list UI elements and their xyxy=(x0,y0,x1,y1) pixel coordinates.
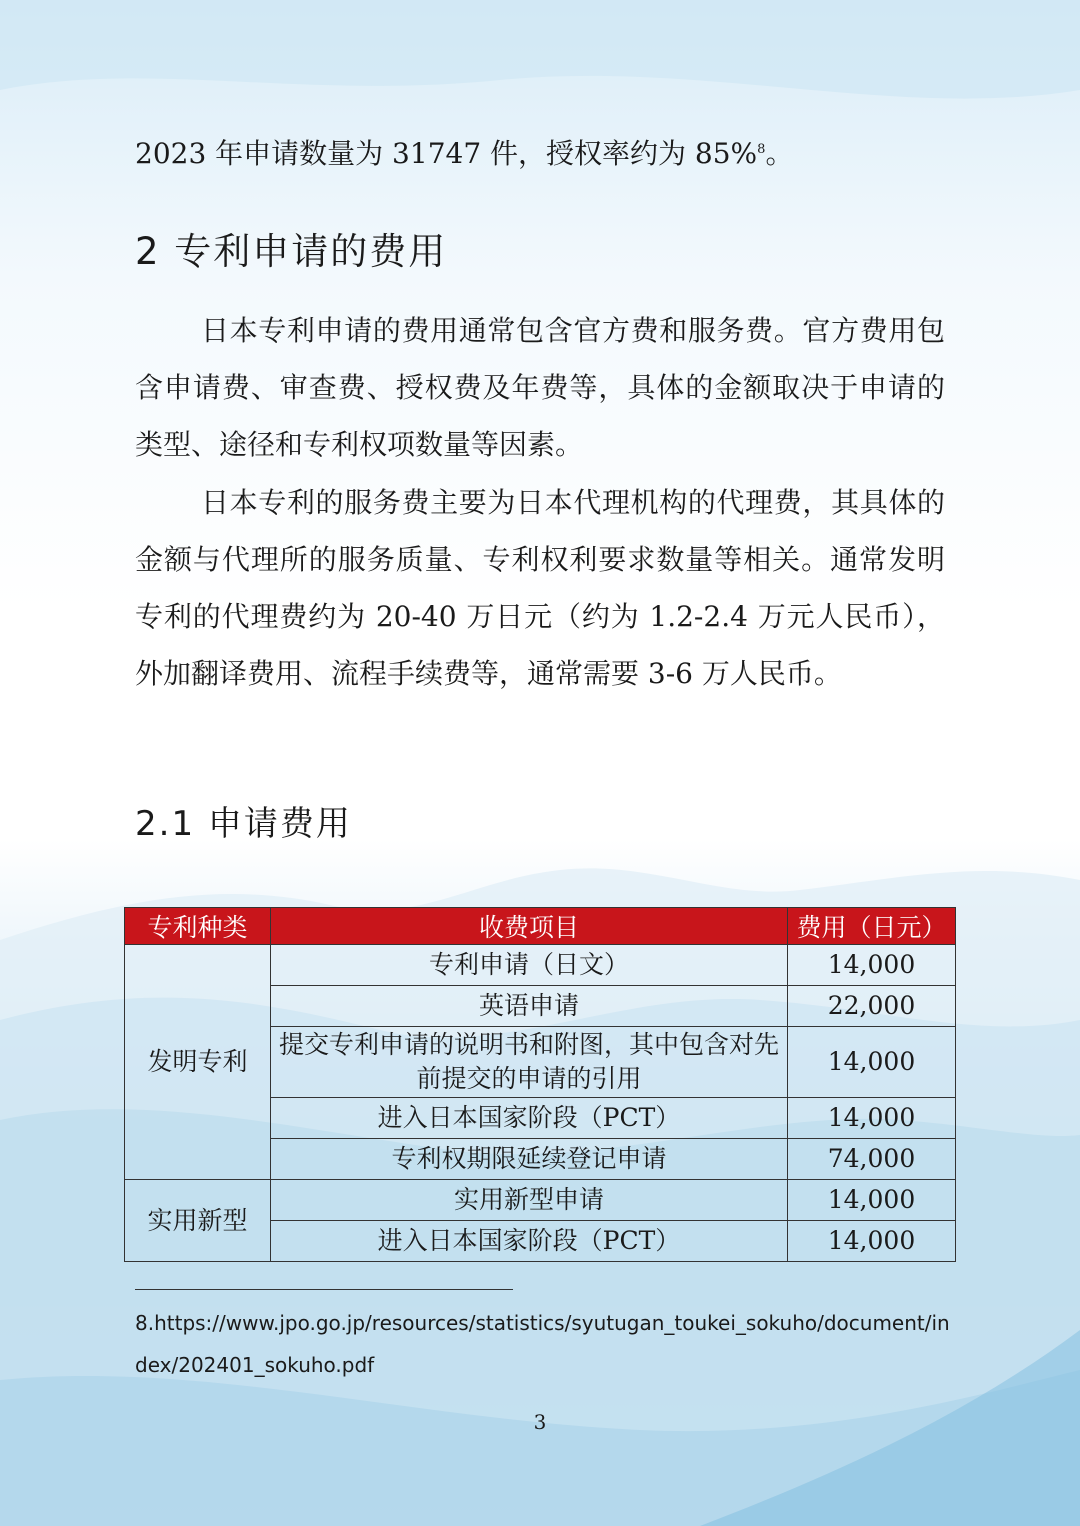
fee-amount-cell: 14,000 xyxy=(788,1221,956,1262)
fee-table xyxy=(124,907,956,1262)
fee-item-cell: 提交专利申请的说明书和附图，其中包含对先前提交的申请的引用 xyxy=(271,1027,788,1098)
fee-item-cell: 专利申请（日文） xyxy=(271,945,788,986)
section-heading: 2 专利申请的费用 xyxy=(135,230,448,273)
category-cell: 发明专利 xyxy=(125,945,271,1180)
fee-item-cell: 实用新型申请 xyxy=(271,1180,788,1221)
fee-item-cell: 进入日本国家阶段（PCT） xyxy=(271,1098,788,1139)
table-row xyxy=(125,945,956,986)
intro-end: 。 xyxy=(765,137,794,170)
fee-amount-cell: 74,000 xyxy=(788,1139,956,1180)
fee-item-cell: 专利权期限延续登记申请 xyxy=(271,1139,788,1180)
fee-amount-cell: 14,000 xyxy=(788,1098,956,1139)
intro-statistics-line xyxy=(135,132,793,176)
header-fee-amount: 费用（日元） xyxy=(788,908,956,945)
subsection-heading: 2.1 申请费用 xyxy=(135,804,352,844)
header-patent-type: 专利种类 xyxy=(125,908,271,945)
fee-amount-cell: 14,000 xyxy=(788,945,956,986)
table-header-row xyxy=(125,908,956,945)
footnote-url[interactable]: 8.https://www.jpo.go.jp/resources/statistics/syutugan_toukei_sokuho/document/index/202401_sokuho.pdf xyxy=(135,1311,950,1377)
footnote-reference[interactable]: 8 xyxy=(757,142,766,157)
category-cell: 实用新型 xyxy=(125,1180,271,1262)
fee-amount-cell: 22,000 xyxy=(788,986,956,1027)
page-number: 3 xyxy=(533,1410,547,1434)
paragraph-service-fees: 日本专利的服务费主要为日本代理机构的代理费，其具体的金额与代理所的服务质量、专利权利要求数量等相关。通常发明专利的代理费约为 20-40 万日元（约为 1.2-2.4 万元人民币），外加翻译费用、流程手续费等，通常需要 3-6 万人民币。 xyxy=(135,486,945,690)
table-row xyxy=(125,1180,956,1221)
fee-item-cell: 进入日本国家阶段（PCT） xyxy=(271,1221,788,1262)
footnote-divider xyxy=(135,1289,513,1290)
fee-amount-cell: 14,000 xyxy=(788,1180,956,1221)
fee-item-cell: 英语申请 xyxy=(271,986,788,1027)
paragraph-official-fees: 日本专利申请的费用通常包含官方费和服务费。官方费用包含申请费、审查费、授权费及年费等，具体的金额取决于申请的类型、途径和专利权项数量等因素。 xyxy=(135,314,945,461)
intro-text: 2023 年申请数量为 31747 件，授权率约为 85% xyxy=(135,137,758,170)
fee-amount-cell: 14,000 xyxy=(788,1027,956,1098)
header-fee-item: 收费项目 xyxy=(271,908,788,945)
